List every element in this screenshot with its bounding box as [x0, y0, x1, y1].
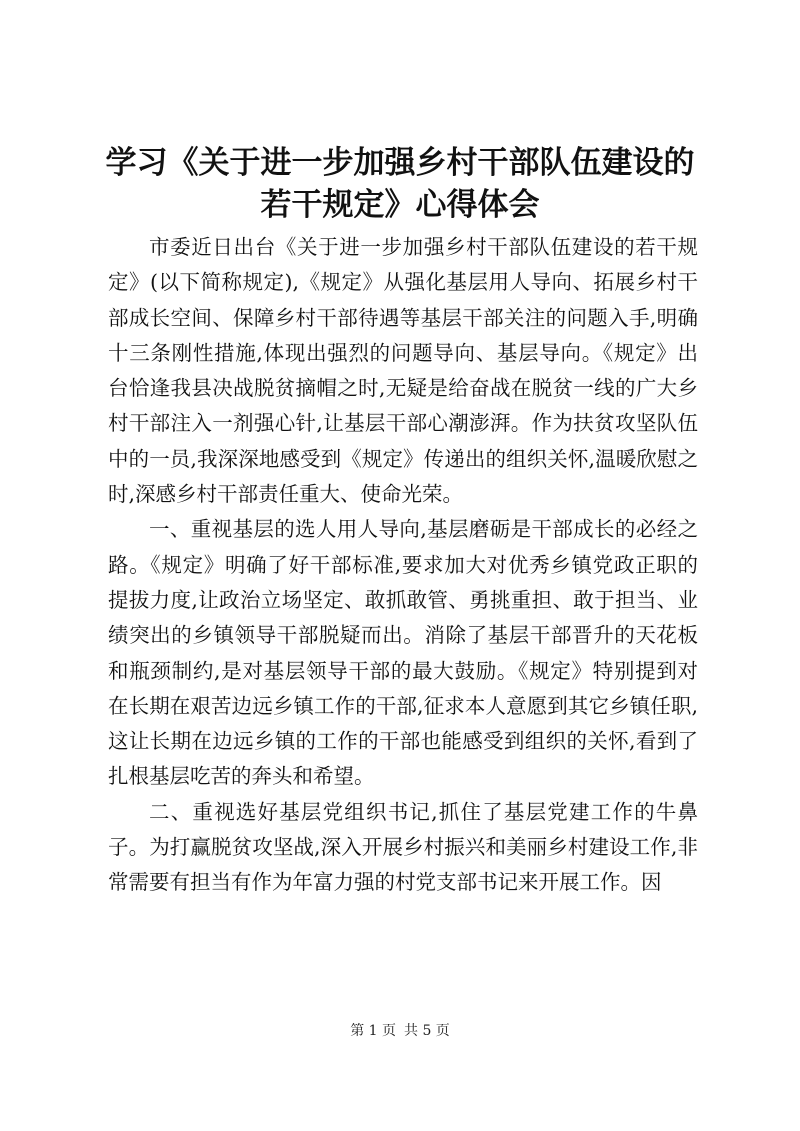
page-total: 共 5 页 — [404, 1023, 450, 1039]
paragraph-section-one: 一、重视基层的选人用人导向,基层磨砺是干部成长的必经之路。《规定》明确了好干部标准,要求加大对优秀乡镇党政正职的提拔力度,让政治立场坚定、敢抓敢管、勇挑重担、敢于担当、业绩突出的乡镇领导干部脱疑而出。消除了基层干部晋升的天花板和瓶颈制约,是对基层领导干部的最大鼓励。《规定》特别提到对在长期在艰苦边远乡镇工作的干部,征求本人意愿到其它乡镇任职,这让长期在边远乡镇的工作的干部也能感受到组织的关怀,看到了扎根基层吃苦的奔头和希望。 — [108, 517, 698, 789]
page-footer — [0, 1022, 800, 1040]
paragraph-intro: 市委近日出台《关于进一步加强乡村干部队伍建设的若干规定》(以下简称规定),《规定》从强化基层用人导向、拓展乡村干部成长空间、保障乡村干部待遇等基层干部关注的问题入手,明确十三条刚性措施,体现出强烈的问题导向、基层导向。《规定》出台恰逢我县决战脱贫摘帽之时,无疑是给奋战在脱贫一线的广大乡村干部注入一剂强心针,让基层干部心潮澎湃。作为扶贫攻坚队伍中的一员,我深深地感受到《规定》传递出的组织关怀,温暖欣慰之时,深感乡村干部责任重大、使命光荣。 — [108, 235, 698, 507]
document-title: 学习《关于进一步加强乡村干部队伍建设的若干规定》心得体会 — [105, 145, 695, 223]
paragraph-section-two: 二、重视选好基层党组织书记,抓住了基层党建工作的牛鼻子。为打赢脱贫攻坚战,深入开展乡村振兴和美丽乡村建设工作,非常需要有担当有作为年富力强的村党支部书记来开展工作。因 — [108, 799, 698, 895]
page-number: 第 1 页 — [350, 1023, 396, 1039]
document-body — [108, 230, 698, 901]
